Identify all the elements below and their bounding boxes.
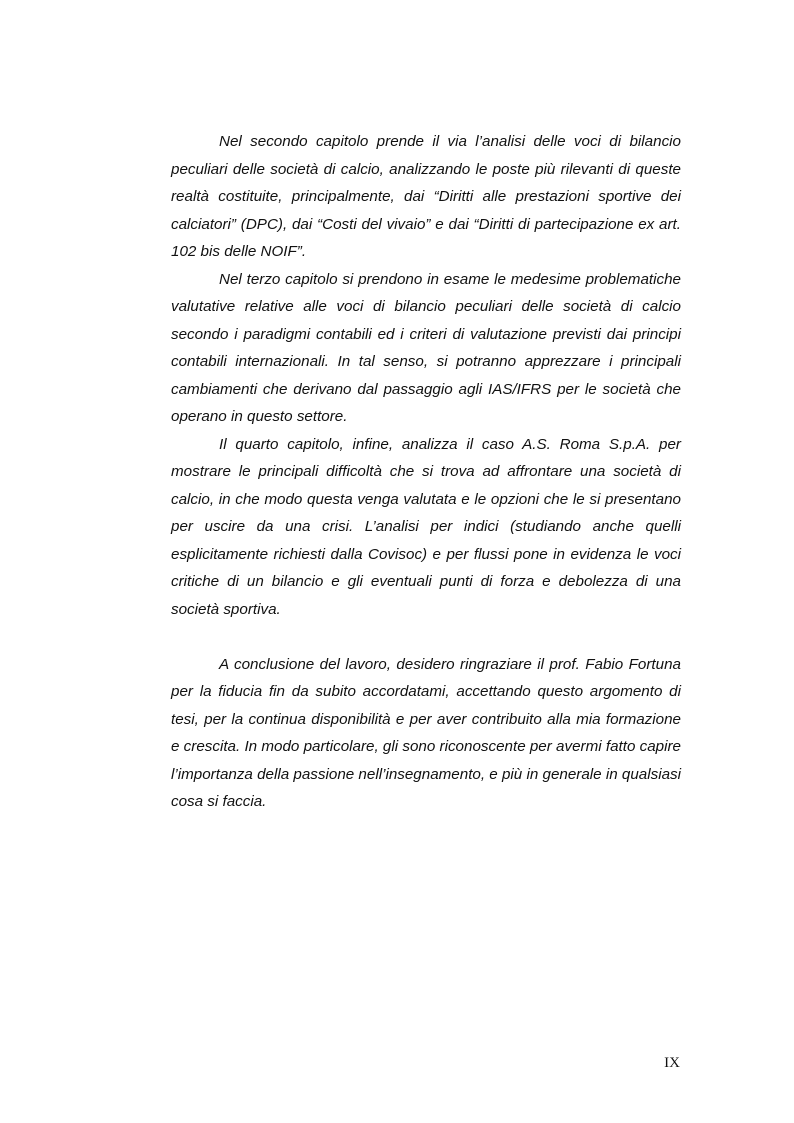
body-text xyxy=(171,128,681,816)
paragraph-acknowledgements: A conclusione del lavoro, desidero ringraziare il prof. Fabio Fortuna per la fiducia fin da subito accordatami, accettando questo argomento di tesi, per la continua disponibilità e per aver contribuito alla mia formazione e crescita. In modo particolare, gli sono riconoscente per avermi fatto capire l’importanza della passione nell’insegnamento, e più in generale in qualsiasi cosa si faccia. xyxy=(171,655,681,810)
paragraph-second-chapter: Nel secondo capitolo prende il via l’analisi delle voci di bilancio peculiari delle società di calcio, analizzando le poste più rilevanti di queste realtà costituite, principalmente, dai “Diritti alle prestazioni sportive dei calciatori” (DPC), dai “Costi del vivaio” e dai “Diritti di partecipazione ex art. 102 bis delle NOIF”. xyxy=(171,133,681,260)
paragraph-fourth-chapter: Il quarto capitolo, infine, analizza il caso A.S. Roma S.p.A. per mostrare le principali difficoltà che si trova ad affrontare una società di calcio, in che modo questa venga valutata e le opzioni che le si presentano per uscire da una crisi. L’analisi per indici (studiando anche quelli esplicitamente richiesti dalla Covisoc) e per flussi pone in evidenza le voci critiche di un bilancio e gli eventuali punti di forza e debolezza di una società sportiva. xyxy=(171,435,681,618)
paragraph-third-chapter: Nel terzo capitolo si prendono in esame le medesime problematiche valutative relative alle voci di bilancio peculiari delle società di calcio secondo i paradigmi contabili ed i criteri di valutazione previsti dai principi contabili internazionali. In tal senso, si potranno apprezzare i principali cambiamenti che derivano dal passaggio agli IAS/IFRS per le società che operano in questo settore. xyxy=(171,270,681,425)
page-number: IX xyxy=(664,1055,680,1071)
